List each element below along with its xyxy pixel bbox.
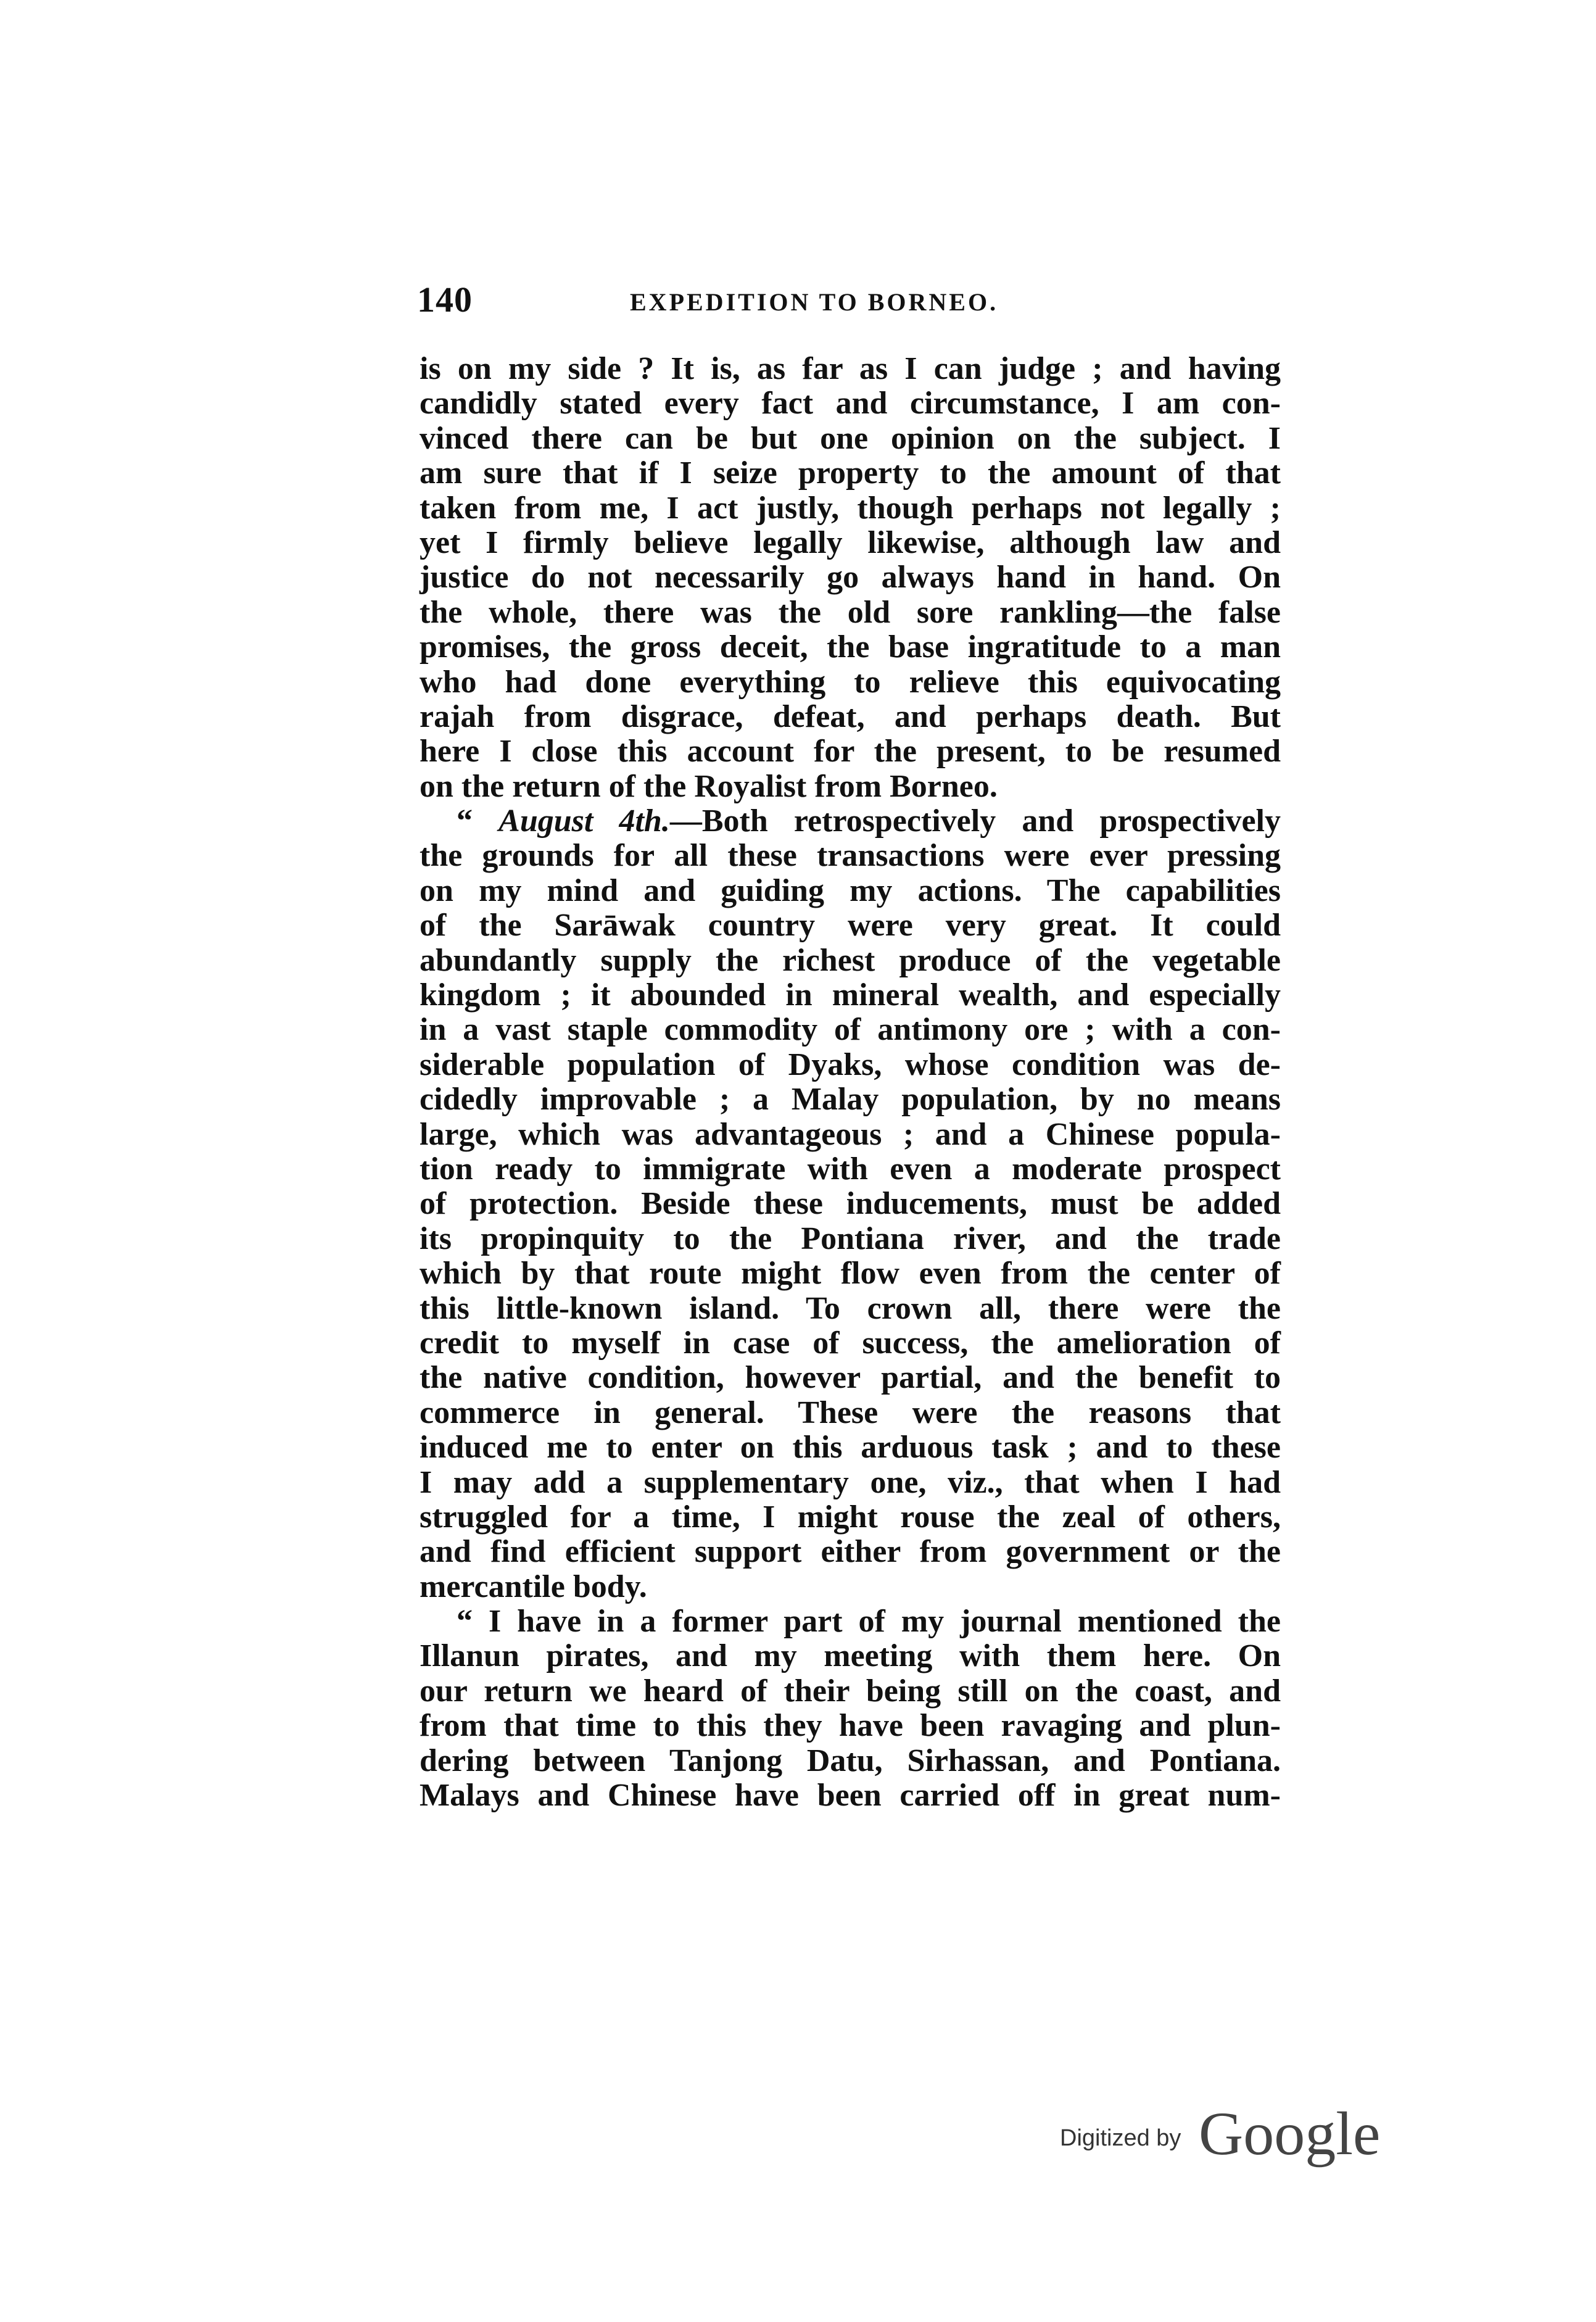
text-line: the whole, there was the old sore rankling—the false [420,594,1281,630]
date-entry-line [420,804,1281,839]
text-line: which by that route might flow even from the center of [420,1256,1281,1292]
text-line: candidly stated every fact and circumstance, I am con- [420,386,1281,421]
text-line: large, which was advantageous ; and a Chinese popula- [420,1116,1281,1152]
text-line: siderable population of Dyaks, whose condition was de- [420,1047,1281,1082]
text-line: am sure that if I seize property to the amount of that [420,455,1281,491]
running-head [417,279,1281,328]
open-quote: “ [457,803,499,839]
text-line: vinced there can be but one opinion on the subject. I [420,420,1281,456]
watermark-prefix: Digitized by [1060,2125,1181,2151]
text-line: the grounds for all these transactions were ever pressing [420,838,1281,874]
text-line: from that time to this they have been ravaging and plun- [420,1708,1281,1744]
text-line: struggled for a time, I might rouse the zeal of others, [420,1499,1281,1535]
text-line: tion ready to immigrate with even a moderate prospect [420,1151,1281,1187]
text-line: this little-known island. To crown all, there were the [420,1290,1281,1326]
text-line: its propinquity to the Pontiana river, and the trade [420,1221,1281,1256]
text-line: justice do not necessarily go always hand in hand. On [420,560,1281,595]
text-line: abundantly supply the richest produce of the vegetable [420,942,1281,978]
text-line: Illanun pirates, and my meeting with them here. On [420,1638,1281,1674]
text-line: Malays and Chinese have been carried off in great num- [420,1778,1281,1814]
google-logo: Google [1199,2099,1381,2168]
text-line: commerce in general. These were the reasons that [420,1395,1281,1430]
text-line: on my mind and guiding my actions. The capabilities [420,873,1281,908]
text-line: in a vast staple commodity of antimony ore ; with a con- [420,1012,1281,1048]
text-line: of protection. Beside these inducements, must be added [420,1186,1281,1222]
running-title: EXPEDITION TO BORNEO. [630,288,999,316]
text-line: of the Sarāwak country were very great. It could [420,908,1281,943]
text-line: who had done everything to relieve this equivocating [420,664,1281,700]
text-line: rajah from disgrace, defeat, and perhaps death. But [420,699,1281,734]
text-line: kingdom ; it abounded in mineral wealth, and especially [420,977,1281,1013]
text-line: cidedly improvable ; a Malay population, by no means [420,1082,1281,1117]
text-line: dering between Tanjong Datu, Sirhassan, and Pontiana. [420,1743,1281,1778]
body-text [420,352,1281,1813]
text-line: taken from me, I act justly, though perhaps not legally ; [420,490,1281,526]
text-line: the native condition, however partial, and the benefit to [420,1360,1281,1396]
text-line: I may add a supplementary one, viz., that when I had [420,1464,1281,1500]
text-line: and find efficient support either from government or the [420,1534,1281,1570]
text-line: is on my side ? It is, as far as I can judge ; and having [420,351,1281,386]
text-line: promises, the gross deceit, the base ingratitude to a man [420,629,1281,665]
text-line: credit to myself in case of success, the amelioration of [420,1325,1281,1361]
text-line: here I close this account for the present, to be resumed [420,734,1281,769]
page-number: 140 [417,280,473,320]
text-line: our return we heard of their being still on the coast, and [420,1673,1281,1709]
text-line: yet I firmly believe legally likewise, although law and [420,525,1281,560]
text-line: mercantile body. [420,1569,647,1604]
text-line: induced me to enter on this arduous task ; and to these [420,1430,1281,1466]
text-line: “ I have in a former part of my journal mentioned the [457,1604,1281,1640]
text-line: on the return of the Royalist from Borneo. [420,768,998,804]
digitized-by-watermark [1060,2098,1393,2172]
journal-date: August 4th. [498,803,670,839]
text-line: —Both retrospectively and prospectively [669,803,1281,839]
